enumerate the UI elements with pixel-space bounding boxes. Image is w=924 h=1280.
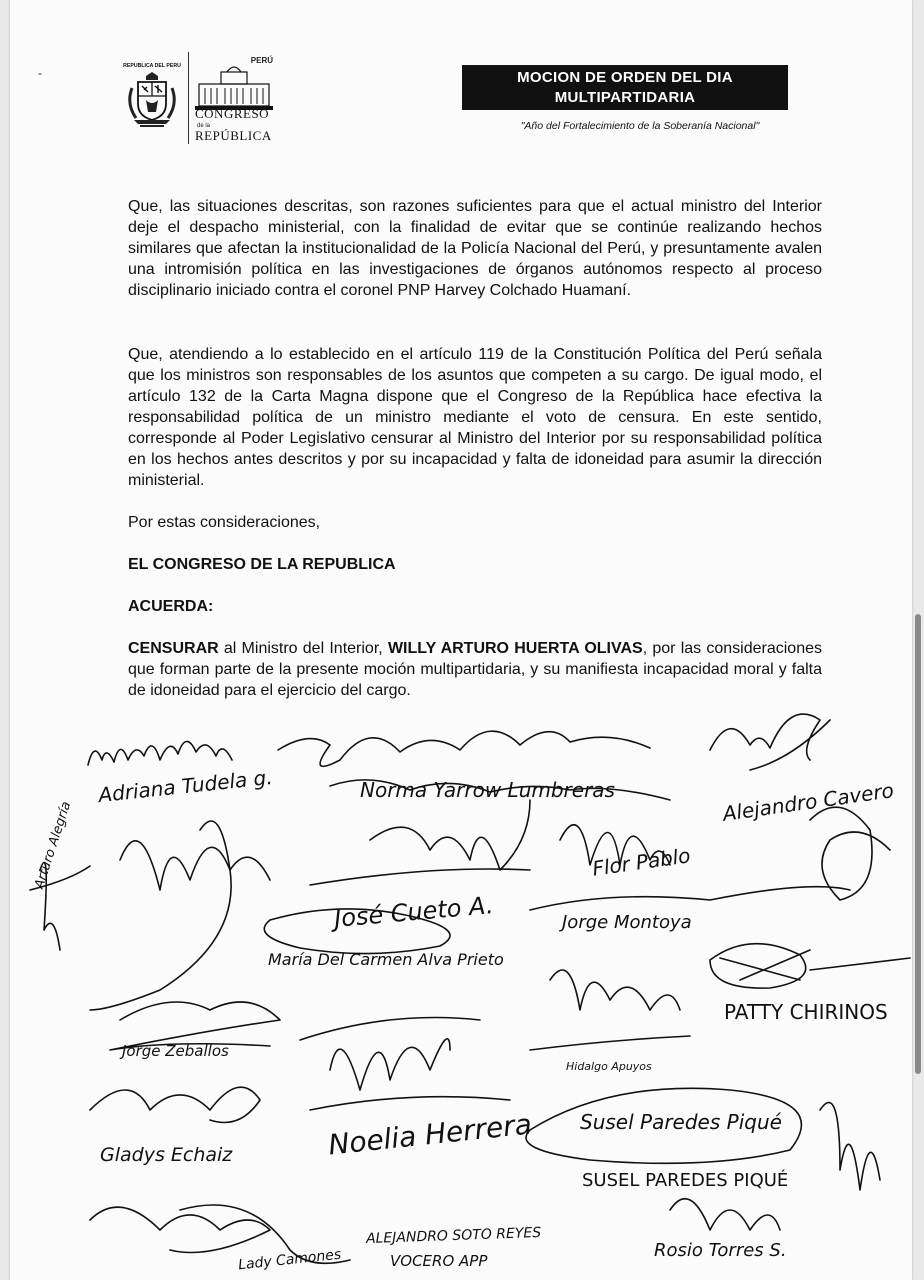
- paragraph-considerations-2: Que, atendiendo a lo establecido en el artículo 119 de la Constitución Política del Perú señala que los ministros son responsables de los asuntos que competen a su cargo. De igual modo, el artículo 132 de la Carta Magna dispone que el Congreso de la República hace efectiva la responsabilidad política de un ministro mediante el voto de censura. En este sentido, corresponde al Poder Legislativo censurar al Ministro del Interior por su responsabilidad política en los hechos antes descritos y por su incapacidad y falta de idoneidad para asumir la dirección ministerial.: [128, 346, 822, 489]
- signature-name-yarrow: Norma Yarrow Lumbreras: [360, 778, 615, 802]
- congreso-logo: [188, 52, 279, 144]
- signatures-area: [10, 690, 924, 1280]
- signature-name-echaiz: Gladys Echaiz: [100, 1144, 233, 1166]
- resolution-text-1: al Ministro del Interior,: [218, 640, 388, 657]
- signature-name-hidalgo: Hidalgo Apuyos: [566, 1060, 652, 1073]
- signature-name-alva: María Del Carmen Alva Prieto: [268, 950, 504, 969]
- acuerda-heading: ACUERDA:: [128, 598, 214, 615]
- motion-title-line1: MOCION DE ORDEN DEL DIA: [517, 68, 733, 86]
- signature-name-pablo: Flor Pablo: [590, 843, 692, 881]
- censurar-word: CENSURAR: [128, 640, 219, 657]
- crest-text: REPUBLICA DEL PERU: [123, 63, 181, 69]
- signature-name-montoya: Jorge Montoya: [562, 912, 692, 933]
- paragraph-por-estas: Por estas consideraciones,: [128, 514, 321, 531]
- resolution-text-2: , por las consideraciones que forman parte de la presente moción multipartidaria, y su manifiesta incapacidad moral y falta de idoneidad para el ejercicio del cargo.: [128, 640, 823, 699]
- logo-republica-word: REPÚBLICA: [195, 128, 272, 143]
- signature-name-torres: Rosio Torres S.: [654, 1240, 787, 1261]
- motion-title-line2: MULTIPARTIDARIA: [554, 88, 696, 106]
- signature-name-soto: ALEJANDRO SOTO REYES: [365, 1224, 542, 1248]
- signature-name-herrera: Noelia Herrera: [326, 1107, 534, 1162]
- signature-vocero-app: VOCERO APP: [390, 1252, 488, 1270]
- document-page: [10, 0, 912, 1280]
- signature-name-zeballos: Jorge Zeballos: [122, 1042, 229, 1060]
- congress-heading: EL CONGRESO DE LA REPUBLICA: [128, 556, 396, 573]
- minister-name: WILLY ARTURO HUERTA OLIVAS: [387, 640, 643, 657]
- signature-name-chirinos: PATTY CHIRINOS: [724, 1000, 888, 1024]
- motion-title-box: [462, 65, 788, 110]
- signature-name-cavero: Alejandro Cavero: [721, 778, 896, 826]
- signature-name-cueto: José Cueto A.: [333, 891, 495, 933]
- scrollbar-thumb[interactable]: [915, 614, 921, 1074]
- logo-dela-word: de la: [197, 123, 211, 129]
- signature-name-tudela: Adriana Tudela g.: [97, 764, 274, 808]
- paragraph-considerations-1: Que, las situaciones descritas, son razones suficientes para que el actual ministro del Interior deje el despacho ministerial, con la finalidad de evitar que se continúe realizando hechos similares que afectan la institucionalidad de la Policía Nacional del Perú, y presuntamente avalen una intromisión política en las investigaciones de órganos autónomos respecto al proceso disciplinario iniciado contra el coronel PNP Harvey Colchado Huamaní.: [128, 198, 822, 299]
- year-motto: "Año del Fortalecimiento de la Soberanía Nacional": [520, 120, 760, 132]
- logo-peru-label: PERÚ: [250, 56, 273, 65]
- scan-mark: -: [38, 66, 42, 80]
- signature-handwritten-paredes: Susel Paredes Piqué: [580, 1110, 782, 1134]
- signature-name-alegria: Arturo Alegría: [32, 799, 75, 891]
- signature-name-paredes: SUSEL PAREDES PIQUÉ: [582, 1170, 789, 1191]
- signature-name-camones: Lady Camones: [237, 1246, 342, 1274]
- logo-congreso-word: CONGRESO: [195, 106, 270, 121]
- peru-coat-of-arms-icon: [122, 58, 182, 136]
